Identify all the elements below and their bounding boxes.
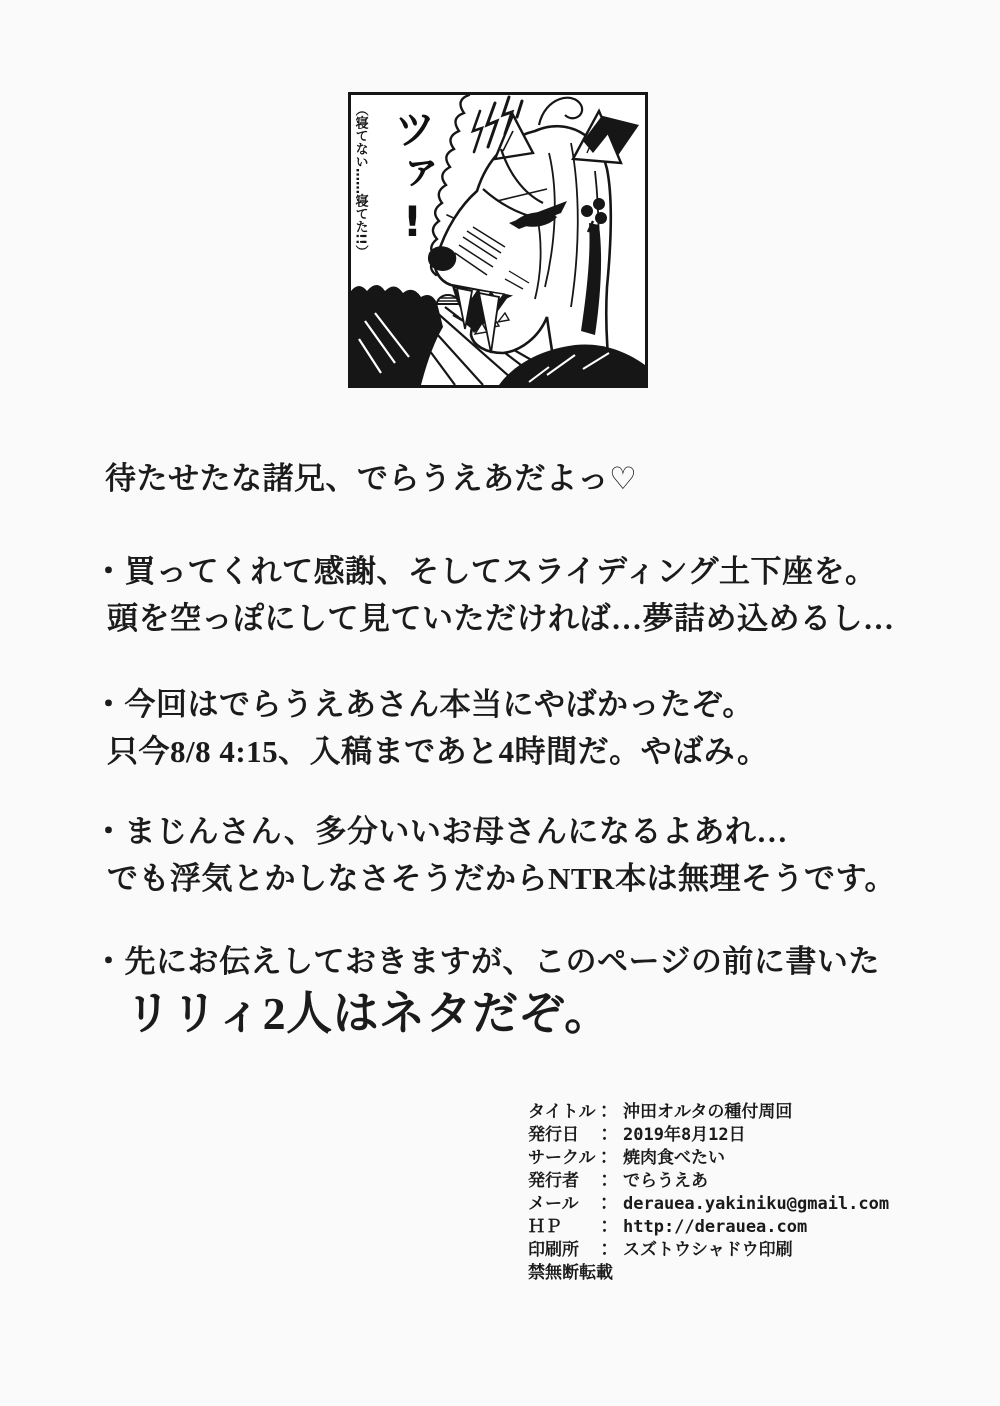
colophon-row-hp [528, 1216, 889, 1239]
afterword-paragraph-4 [93, 938, 880, 1043]
colophon-row-title [528, 1101, 889, 1124]
paragraph-line: 頭を空っぽにして見ていただければ…夢詰め込めるし… [107, 601, 895, 636]
colophon-value-email: derauea.yakiniku@gmail.com [623, 1194, 890, 1214]
colophon-row-printer [528, 1239, 889, 1262]
colophon-label: サークル： [528, 1148, 613, 1168]
paragraph-line: 只今8/8 4:15、入稿まであと4時間だ。やばみ。 [107, 734, 769, 769]
copyright-notice: 禁無断転載 [528, 1263, 613, 1283]
colophon-value: 2019年8月12日 [623, 1125, 746, 1145]
paragraph-line: ・まじんさん、多分いいお母さんになるよあれ… [93, 814, 788, 849]
afterword-paragraph-3 [93, 808, 896, 902]
colophon-label: 発行日 ： [528, 1125, 613, 1145]
paragraph-line: ・買ってくれて感謝、そしてスライディング土下座を。 [93, 554, 877, 589]
colophon-row-circle [528, 1147, 889, 1170]
colophon-value: 沖田オルタの種付周回 [623, 1102, 793, 1122]
manga-panel [348, 92, 648, 388]
colophon-label: ＨＰ ： [528, 1217, 613, 1237]
handwritten-aside: （寝てない……寝てた!!） [352, 103, 368, 258]
afterword-greeting: 待たせたな諸兄、でらうえあだよっ♡ [105, 461, 638, 496]
paragraph-line: ・先にお伝えしておきますが、このページの前に書いた [93, 944, 880, 979]
colophon-row-email [528, 1193, 889, 1216]
colophon-label: 印刷所 ： [528, 1240, 613, 1260]
sfx-text: ツァ! [388, 107, 437, 249]
colophon-label: メール ： [528, 1194, 613, 1214]
colophon-value: スズトウシャドウ印刷 [623, 1240, 793, 1260]
afterword-paragraph-2 [93, 681, 769, 775]
afterword-paragraph-1 [93, 548, 895, 642]
colophon-row-publisher [528, 1170, 889, 1193]
colophon-value-url: http://derauea.com [623, 1217, 808, 1237]
colophon-value: でらうえあ [623, 1171, 708, 1191]
colophon-label: タイトル： [528, 1102, 613, 1122]
paragraph-line: ・今回はでらうえあさん本当にやばかったぞ。 [93, 687, 754, 722]
colophon-label: 発行者 ： [528, 1171, 613, 1191]
colophon-section [528, 1101, 889, 1285]
paragraph-line: でも浮気とかしなさそうだからNTR本は無理そうです。 [107, 861, 896, 896]
colophon-row-date [528, 1124, 889, 1147]
colophon-value: 焼肉食べたい [623, 1148, 725, 1168]
emphasis-line: リリィ2人はネタだぞ。 [125, 988, 611, 1039]
